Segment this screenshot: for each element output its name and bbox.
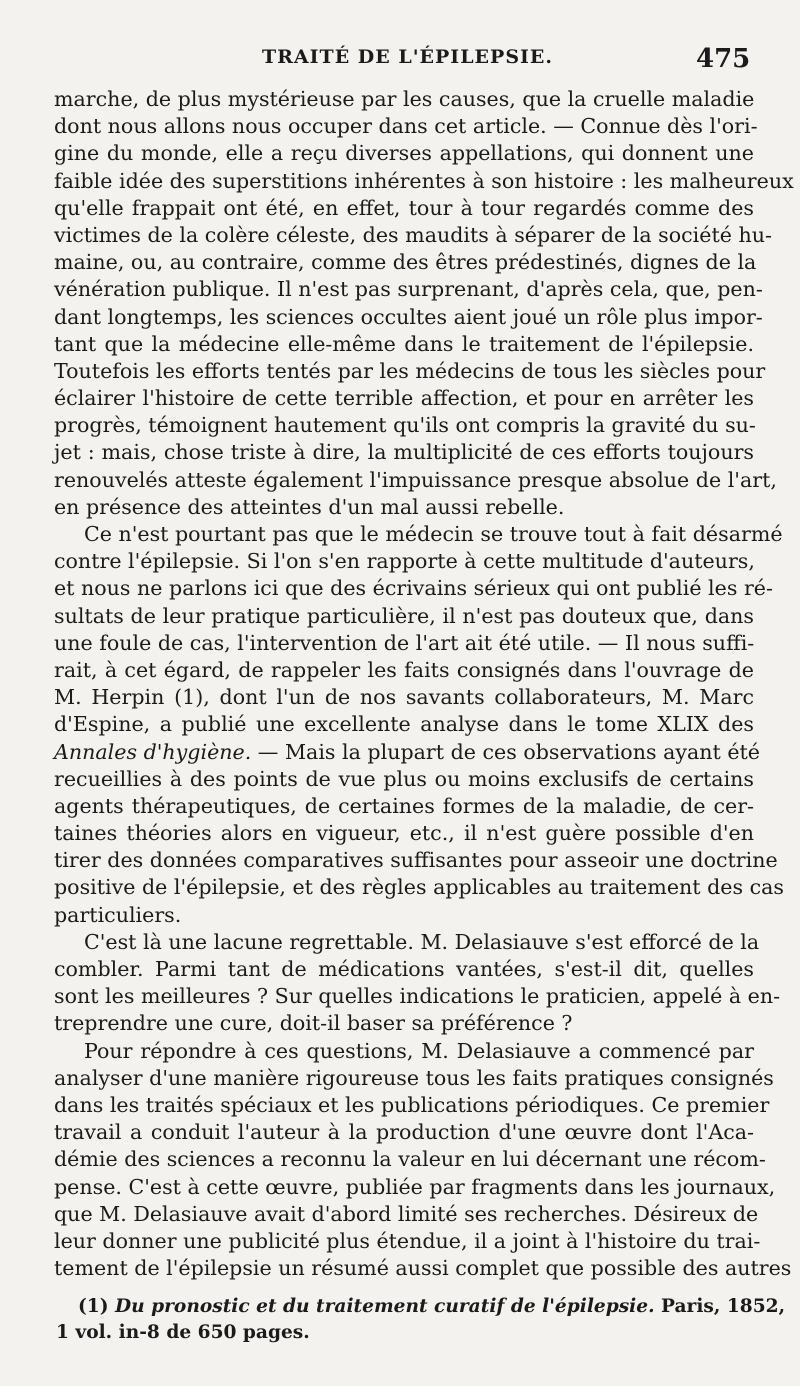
- line-text: treprendre une cure, doit-il baser sa préférence ?: [54, 1011, 573, 1036]
- text-line: [54, 385, 754, 412]
- text-line: [54, 1201, 759, 1228]
- footnote-line: [56, 1320, 756, 1346]
- text-line: [54, 548, 754, 575]
- line-text: travail a conduit l'auteur à la production d'une œuvre dont l'Aca-: [54, 1120, 754, 1145]
- line-text: taines théories alors en vigueur, etc., il n'est guère possible d'en: [54, 821, 754, 846]
- line-text: d'Espine, a publié une excellente analyse dans le tome XLIX des: [54, 712, 754, 737]
- text-line: [54, 874, 784, 901]
- line-text: positive de l'épilepsie, et des règles applicables au traitement des cas: [54, 875, 784, 900]
- line-text: Pour répondre à ces questions, M. Delasiauve a commencé par: [84, 1038, 754, 1063]
- text-line: [54, 603, 754, 630]
- line-text: analyser d'une manière rigoureuse tous les faits pratiques consignés: [54, 1065, 774, 1090]
- line-text: démie des sciences a reconnu la valeur en lui décernant une récom-: [54, 1147, 766, 1172]
- page-number: 475: [696, 44, 751, 74]
- line-text: en présence des atteintes d'un mal aussi rebelle.: [54, 494, 565, 519]
- line-text: marche, de plus mystérieuse par les causes, que la cruelle maladie: [54, 87, 755, 111]
- text-line: [54, 711, 754, 738]
- text-line: [54, 1092, 770, 1119]
- text-line: [54, 494, 754, 521]
- text-line: [54, 1146, 766, 1173]
- text-line: [54, 439, 754, 466]
- text-line: [54, 1038, 754, 1065]
- line-text: renouvelés atteste également l'impuissance presque absolue de l'art,: [54, 467, 777, 492]
- line-text: — Mais la plupart de ces observations ayant été: [251, 739, 760, 764]
- line-text: faible idée des superstitions inhérentes à son histoire : les malheureux: [54, 168, 794, 193]
- text-line: [54, 195, 754, 222]
- line-text: tant que la médecine elle-même dans le traitement de l'épilepsie.: [54, 331, 754, 356]
- footnote-marker: (1): [78, 1296, 116, 1317]
- line-text: Paris, 1852,: [654, 1296, 786, 1317]
- text-line: [54, 222, 772, 249]
- text-line: [54, 1228, 761, 1255]
- line-text: 1 vol. in-8 de 650 pages.: [56, 1322, 310, 1343]
- text-line: [54, 1255, 792, 1282]
- text-line: [54, 358, 766, 385]
- line-text: dant longtemps, les sciences occultes aient joué un rôle plus impor-: [54, 304, 763, 329]
- line-text: gine du monde, elle a reçu diverses appellations, qui donnent une: [54, 141, 754, 166]
- page-header: [0, 44, 800, 78]
- line-text: agents thérapeutiques, de certaines formes de la maladie, de cer-: [54, 793, 754, 818]
- text-line: [54, 1065, 774, 1092]
- line-text: et nous ne parlons ici que des écrivains sérieux qui ont publié les ré-: [54, 576, 773, 601]
- text-line: [54, 766, 754, 793]
- text-line: [54, 657, 754, 684]
- text-line: [54, 304, 763, 331]
- italic-title: Du pronostic et du traitement curatif de l'épilepsie.: [115, 1296, 655, 1317]
- text-line: [54, 140, 754, 167]
- line-text: qu'elle frappait ont été, en effet, tour à tour regardés comme des: [54, 195, 754, 220]
- text-line: [54, 929, 760, 956]
- text-line: [54, 168, 794, 195]
- text-line: [54, 575, 773, 602]
- running-title: TRAITÉ DE L'ÉPILEPSIE.: [262, 46, 554, 68]
- text-line: [54, 276, 763, 303]
- text-line: [54, 521, 783, 548]
- line-text: dont nous allons nous occuper dans cet article. — Connue dès l'ori-: [54, 114, 758, 139]
- italic-title: Annales d'hygiène.: [54, 739, 252, 764]
- line-text: que M. Delasiauve avait d'abord limité ses recherches. Désireux de: [54, 1201, 759, 1226]
- text-line: [54, 113, 758, 140]
- text-line: [54, 1119, 754, 1146]
- text-line: [54, 739, 760, 766]
- line-text: une foule de cas, l'intervention de l'art ait été utile. — Il nous suffi-: [54, 630, 755, 655]
- text-line: [54, 820, 754, 847]
- footnotes: [56, 1294, 786, 1346]
- body-text: [54, 86, 794, 1282]
- line-text: C'est là une lacune regrettable. M. Delasiauve s'est efforcé de la: [84, 929, 760, 954]
- line-text: progrès, témoignent hautement qu'ils ont compris la gravité du su-: [54, 413, 756, 438]
- line-text: M. Herpin (1), dont l'un de nos savants collaborateurs, M. Marc: [54, 685, 754, 710]
- text-line: [54, 847, 778, 874]
- line-text: particuliers.: [54, 902, 182, 927]
- line-text: combler. Parmi tant de médications vantées, s'est-il dit, quelles: [54, 957, 754, 981]
- text-line: [54, 630, 754, 657]
- text-line: [54, 412, 754, 439]
- text-line: [54, 331, 754, 358]
- line-text: tement de l'épilepsie un résumé aussi complet que possible des autres: [54, 1256, 792, 1281]
- text-line: [54, 684, 754, 711]
- line-text: sultats de leur pratique particulière, il n'est pas douteux que, dans: [54, 603, 754, 628]
- text-line: [54, 793, 754, 820]
- text-line: [54, 956, 754, 983]
- text-line: [54, 902, 754, 929]
- line-text: dans les traités spéciaux et les publications périodiques. Ce premier: [54, 1092, 770, 1117]
- line-text: éclairer l'histoire de cette terrible affection, et pour en arrêter les: [54, 386, 754, 411]
- line-text: rait, à cet égard, de rappeler les faits consignés dans l'ouvrage de: [54, 657, 754, 682]
- text-line: [54, 467, 777, 494]
- line-text: maine, ou, au contraire, comme des êtres prédestinés, dignes de la: [54, 250, 757, 275]
- line-text: pense. C'est à cette œuvre, publiée par fragments dans les journaux,: [54, 1174, 776, 1199]
- text-line: [54, 249, 757, 276]
- line-text: recueillies à des points de vue plus ou moins exclusifs de certains: [54, 766, 754, 791]
- line-text: victimes de la colère céleste, des maudits à séparer de la société hu-: [54, 222, 772, 247]
- line-text: jet : mais, chose triste à dire, la multiplicité de ces efforts toujours: [54, 440, 754, 465]
- text-line: [54, 983, 781, 1010]
- line-text: contre l'épilepsie. Si l'on s'en rapporte à cette multitude d'auteurs,: [54, 549, 755, 574]
- line-text: sont les meilleures ? Sur quelles indications le praticien, appelé à en-: [54, 984, 781, 1009]
- text-line: [54, 1010, 754, 1037]
- text-line: [54, 1174, 776, 1201]
- line-text: leur donner une publicité plus étendue, il a joint à l'histoire du trai-: [54, 1228, 761, 1253]
- line-text: Ce n'est pourtant pas que le médecin se trouve tout à fait désarmé: [84, 522, 783, 546]
- text-line: [54, 86, 754, 113]
- line-text: Toutefois les efforts tentés par les médecins de tous les siècles pour: [54, 358, 766, 383]
- footnote-line: [56, 1294, 786, 1320]
- line-text: vénération publique. Il n'est pas surprenant, d'après cela, que, pen-: [54, 277, 763, 302]
- line-text: tirer des données comparatives suffisantes pour asseoir une doctrine: [54, 848, 778, 873]
